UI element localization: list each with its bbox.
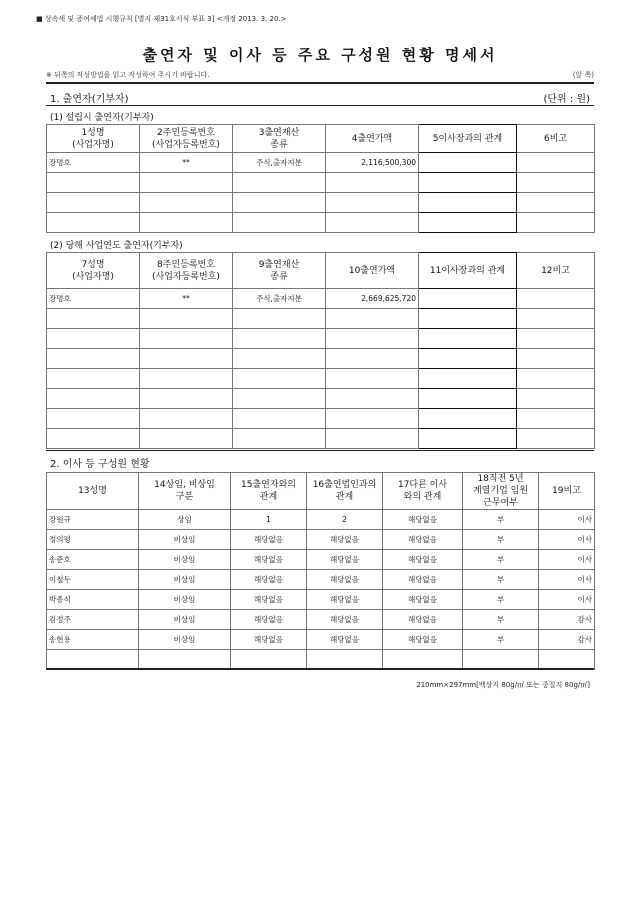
table-cell[interactable]: 해당없음	[307, 570, 383, 590]
table-cell[interactable]	[326, 213, 419, 233]
table-row	[47, 590, 595, 610]
table-cell[interactable]	[326, 389, 419, 409]
table-cell[interactable]: 이사	[539, 590, 595, 610]
table-row	[47, 530, 595, 550]
table-cell[interactable]: 송준호	[47, 550, 139, 570]
table-cell[interactable]	[419, 213, 517, 233]
table-row	[47, 193, 595, 213]
table-cell[interactable]: 해당없음	[383, 590, 463, 610]
table-cell[interactable]	[233, 389, 326, 409]
divider	[46, 105, 594, 106]
table-cell[interactable]	[139, 650, 231, 670]
table-cell[interactable]: 해당없음	[231, 590, 307, 610]
table-cell[interactable]: 해당없음	[383, 630, 463, 650]
table-cell[interactable]	[140, 213, 233, 233]
table-cell[interactable]	[47, 193, 140, 213]
table-cell[interactable]: 감사	[539, 610, 595, 630]
table-cell[interactable]: 해당없음	[383, 550, 463, 570]
table-cell[interactable]	[47, 329, 140, 349]
table-cell[interactable]	[47, 213, 140, 233]
table-cell[interactable]	[517, 193, 595, 213]
table-row	[47, 369, 595, 389]
table-cell[interactable]: 해당없음	[231, 610, 307, 630]
table-row	[47, 329, 595, 349]
table-cell[interactable]: 해당없음	[383, 510, 463, 530]
divider	[46, 668, 594, 670]
table-cell[interactable]	[47, 650, 139, 670]
table-cell[interactable]: 이철두	[47, 570, 139, 590]
table-cell[interactable]	[326, 309, 419, 329]
table-cell[interactable]: 해당없음	[307, 550, 383, 570]
column-header: 9출연재산 종류	[233, 253, 326, 289]
table-cell[interactable]	[419, 153, 517, 173]
divider	[46, 82, 594, 84]
table-cell[interactable]: 이사	[539, 530, 595, 550]
table-cell[interactable]	[233, 309, 326, 329]
table-row	[47, 309, 595, 329]
table-cell[interactable]: 감사	[539, 630, 595, 650]
column-header: 6비고	[517, 125, 595, 153]
table-cell[interactable]	[47, 369, 140, 389]
header-row	[47, 253, 595, 289]
column-header: 4출연가액	[326, 125, 419, 153]
table-cell[interactable]: 해당없음	[307, 530, 383, 550]
table-cell[interactable]	[419, 429, 517, 449]
table-cell[interactable]	[47, 389, 140, 409]
table-cell[interactable]: 부	[463, 510, 539, 530]
current-year-donors-table	[46, 252, 595, 449]
table-cell[interactable]: 해당없음	[383, 570, 463, 590]
table-cell[interactable]: 해당없음	[231, 630, 307, 650]
table-cell[interactable]	[517, 289, 595, 309]
table-cell[interactable]: 박종식	[47, 590, 139, 610]
column-header: 17다른 이사 와의 관계	[383, 473, 463, 510]
table-cell[interactable]	[539, 650, 595, 670]
table-row	[47, 409, 595, 429]
table-cell[interactable]: 부	[463, 550, 539, 570]
table-cell[interactable]	[307, 650, 383, 670]
table-cell[interactable]: 이사	[539, 510, 595, 530]
table-cell[interactable]	[419, 409, 517, 429]
table-cell[interactable]: 장명호	[47, 289, 140, 309]
column-header: 13성명	[47, 473, 139, 510]
column-header: 5이사장과의 관계	[419, 125, 517, 153]
table-cell[interactable]	[517, 349, 595, 369]
column-header: 18직전 5년 계열기업 임원 근무여부	[463, 473, 539, 510]
table-cell[interactable]: 2	[307, 510, 383, 530]
table-row	[47, 349, 595, 369]
table-cell[interactable]	[140, 409, 233, 429]
instruction-text: ※ 뒤쪽의 작성방법을 읽고 작성하여 주시기 바랍니다.	[46, 71, 210, 79]
table-cell[interactable]	[463, 650, 539, 670]
table-cell[interactable]	[233, 369, 326, 389]
table-cell[interactable]: 해당없음	[383, 610, 463, 630]
column-header: 16출연법인과의 관계	[307, 473, 383, 510]
table-cell[interactable]: 비상임	[139, 530, 231, 550]
table-cell[interactable]: 해당없음	[231, 530, 307, 550]
table-cell[interactable]: 주식,출자지분	[233, 153, 326, 173]
table-cell[interactable]	[517, 409, 595, 429]
table-cell[interactable]: 김정주	[47, 610, 139, 630]
table-cell[interactable]	[419, 309, 517, 329]
table-cell[interactable]: 비상임	[139, 570, 231, 590]
table-cell[interactable]: 해당없음	[307, 630, 383, 650]
table-cell[interactable]	[231, 650, 307, 670]
table-cell[interactable]	[233, 193, 326, 213]
unit-label: (단위 : 원)	[543, 94, 590, 105]
table-row	[47, 570, 595, 590]
column-header: 14상임, 비상임 구분	[139, 473, 231, 510]
founding-donors-table	[46, 124, 595, 233]
column-header: 15출연자와의 관계	[231, 473, 307, 510]
table-cell[interactable]	[140, 309, 233, 329]
table-cell[interactable]	[383, 650, 463, 670]
table-cell[interactable]	[140, 329, 233, 349]
table-cell[interactable]: 해당없음	[383, 530, 463, 550]
table-cell[interactable]	[517, 389, 595, 409]
table-cell[interactable]: 비상임	[139, 630, 231, 650]
section2-heading: 2. 이사 등 구성원 현황	[50, 459, 150, 470]
sub2-label: (2) 당해 사업연도 출연자(기부자)	[50, 241, 183, 251]
column-header: 8주민등록번호 (사업자등록번호)	[140, 253, 233, 289]
table-cell[interactable]: **	[140, 289, 233, 309]
table-cell[interactable]: 부	[463, 570, 539, 590]
table-cell[interactable]	[326, 349, 419, 369]
table-cell[interactable]	[140, 389, 233, 409]
table-cell[interactable]	[326, 173, 419, 193]
table-cell[interactable]	[419, 193, 517, 213]
table-cell[interactable]: 정의평	[47, 530, 139, 550]
table-cell[interactable]	[140, 429, 233, 449]
table-cell[interactable]	[140, 369, 233, 389]
header-row	[47, 473, 595, 510]
paper-spec: 210mm×297mm[백상지 80g/㎡ 또는 중질지 80g/㎡]	[416, 681, 590, 689]
table-cell[interactable]: 해당없음	[307, 590, 383, 610]
table-cell[interactable]	[517, 153, 595, 173]
table-row	[47, 173, 595, 193]
table-cell[interactable]	[47, 349, 140, 369]
table-cell[interactable]: **	[140, 153, 233, 173]
table-cell[interactable]	[419, 369, 517, 389]
table-cell[interactable]	[326, 193, 419, 213]
table-cell[interactable]	[233, 329, 326, 349]
members-table	[46, 472, 595, 670]
table-cell[interactable]: 이사	[539, 570, 595, 590]
table-cell[interactable]	[419, 289, 517, 309]
table-cell[interactable]: 2,669,625,720	[326, 289, 419, 309]
table-cell[interactable]: 장원규	[47, 510, 139, 530]
table-row	[47, 429, 595, 449]
table-cell[interactable]	[419, 349, 517, 369]
table-cell[interactable]: 부	[463, 590, 539, 610]
table-cell[interactable]	[47, 429, 140, 449]
instruction-line	[46, 70, 594, 80]
table-row	[47, 389, 595, 409]
table-cell[interactable]	[517, 329, 595, 349]
table-cell[interactable]	[517, 369, 595, 389]
table-cell[interactable]	[233, 429, 326, 449]
table-cell[interactable]	[326, 369, 419, 389]
column-header: 1성명 (사업자명)	[47, 125, 140, 153]
table-cell[interactable]: 해당없음	[231, 570, 307, 590]
form-title: 출연자 및 이사 등 주요 구성원 현황 명세서	[142, 46, 498, 64]
table-cell[interactable]	[326, 429, 419, 449]
table-cell[interactable]: 장명호	[47, 153, 140, 173]
header-note: ■ 상속세 및 증여세법 시행규칙 [별지 제31호서식 부표 3] <개정 2013. 3. 20.>	[36, 15, 287, 23]
table-cell[interactable]	[140, 173, 233, 193]
table-cell[interactable]	[47, 309, 140, 329]
table-cell[interactable]	[517, 429, 595, 449]
table-cell[interactable]	[326, 329, 419, 349]
table-cell[interactable]: 부	[463, 530, 539, 550]
table-cell[interactable]	[517, 309, 595, 329]
table-row	[47, 650, 595, 670]
table-row	[47, 610, 595, 630]
table-cell[interactable]	[47, 409, 140, 429]
table-cell[interactable]	[419, 173, 517, 193]
table-row	[47, 510, 595, 530]
table-cell[interactable]: 부	[463, 610, 539, 630]
sub1-label: (1) 설립시 출연자(기부자)	[50, 113, 154, 123]
column-header: 12비고	[517, 253, 595, 289]
table-row	[47, 153, 595, 173]
column-header: 19비고	[539, 473, 595, 510]
table-cell[interactable]	[326, 409, 419, 429]
table-cell[interactable]	[233, 349, 326, 369]
table-cell[interactable]	[419, 329, 517, 349]
table-cell[interactable]	[517, 213, 595, 233]
table-cell[interactable]: 1	[231, 510, 307, 530]
table-row	[47, 630, 595, 650]
column-header: 2주민등록번호 (사업자등록번호)	[140, 125, 233, 153]
divider	[46, 450, 594, 451]
page-side-label: (앞 쪽)	[572, 71, 594, 79]
table-cell[interactable]: 비상임	[139, 590, 231, 610]
table-cell[interactable]	[233, 409, 326, 429]
table-row	[47, 213, 595, 233]
table-cell[interactable]: 비상임	[139, 610, 231, 630]
table-cell[interactable]: 주식,출자지분	[233, 289, 326, 309]
table-cell[interactable]	[47, 173, 140, 193]
header-row	[47, 125, 595, 153]
table-cell[interactable]: 부	[463, 630, 539, 650]
table-cell[interactable]: 2,116,500,300	[326, 153, 419, 173]
table-cell[interactable]	[233, 213, 326, 233]
table-cell[interactable]	[140, 349, 233, 369]
table-cell[interactable]	[140, 193, 233, 213]
table-row	[47, 550, 595, 570]
table-row	[47, 289, 595, 309]
table-cell[interactable]	[419, 389, 517, 409]
table-cell[interactable]	[233, 173, 326, 193]
table-cell[interactable]: 송현용	[47, 630, 139, 650]
table-cell[interactable]: 비상임	[139, 550, 231, 570]
column-header: 11이사장과의 관계	[419, 253, 517, 289]
table-cell[interactable]	[517, 173, 595, 193]
form-reference	[36, 14, 286, 24]
column-header: 7성명 (사업자명)	[47, 253, 140, 289]
table-cell[interactable]: 해당없음	[231, 550, 307, 570]
table-cell[interactable]: 상임	[139, 510, 231, 530]
column-header: 10출연가액	[326, 253, 419, 289]
table-cell[interactable]: 해당없음	[307, 610, 383, 630]
column-header: 3출연재산 종류	[233, 125, 326, 153]
table-cell[interactable]: 이사	[539, 550, 595, 570]
section1-heading: 1. 출연자(기부자)	[50, 94, 129, 105]
